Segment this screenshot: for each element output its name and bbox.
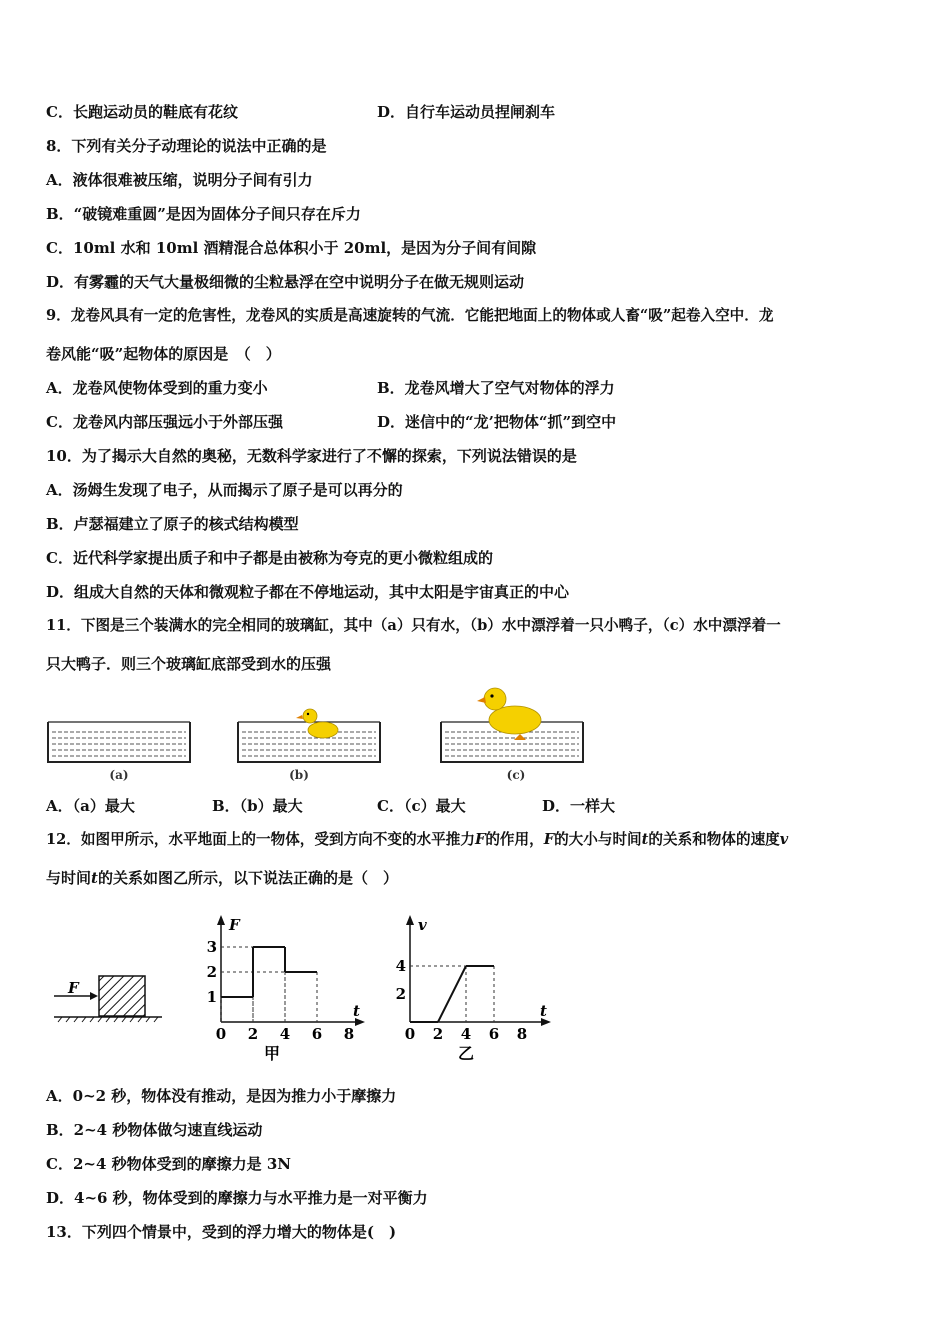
tank-a-label: (a) [109, 768, 129, 782]
q9-stem-line1: 9．龙卷风具有一定的危害性，龙卷风的实质是高速旋转的气流．它能把地面上的物体或人畜“吸”起卷入空中．龙 [46, 307, 774, 324]
q8-option-d: D．有雾霾的天气大量极细微的尘粒悬浮在空中说明分子在做无规则运动 [46, 273, 525, 291]
vt-segment-1 [438, 966, 466, 1022]
q11-option-d: D．一样大 [542, 797, 616, 815]
vt-x-tick-4: 8 [516, 1025, 528, 1043]
chart-vt-axes [410, 920, 546, 1022]
q12-option-d: D．4~6 秒，物体受到的摩擦力与水平推力是一对平衡力 [46, 1189, 428, 1207]
chart-ft-caption: 甲 [263, 1044, 281, 1063]
q8-option-b: B．“破镜难重圆”是因为固体分子间只存在斥力 [46, 205, 361, 223]
vt-y-tick-1: 4 [395, 957, 406, 975]
q7-option-c: C．长跑运动员的鞋底有花纹 [46, 103, 238, 121]
q12-var-v: v [779, 831, 789, 848]
vt-x-tick-1: 2 [432, 1025, 444, 1043]
q11-option-a: A．（a）最大 [46, 797, 135, 815]
ft-y-tick-0: 1 [206, 988, 217, 1006]
q11-figure-tanks [40, 682, 600, 786]
q11-option-b: B．（b）最大 [212, 797, 303, 815]
q12-option-a: A．0~2 秒，物体没有推动，是因为推力小于摩擦力 [46, 1087, 397, 1105]
tank-c [441, 688, 583, 782]
q10-option-c: C．近代科学家提出质子和中子都是由被称为夸克的更小微粒组成的 [46, 549, 493, 567]
q12-stem-line1 [46, 830, 788, 850]
q12-var-t2: t [91, 869, 98, 887]
q8-option-a: A．液体很难被压缩，说明分子间有引力 [46, 171, 313, 189]
q10-option-b: B．卢瑟福建立了原子的核式结构模型 [46, 515, 299, 533]
ft-x-tick-0: 0 [215, 1025, 227, 1043]
ft-x-tick-1: 2 [247, 1025, 259, 1043]
block [99, 976, 145, 1016]
chart-ft-xlabel: t [353, 1002, 360, 1020]
q12-var-f1: F [474, 831, 486, 848]
q9-option-a: A．龙卷风使物体受到的重力变小 [46, 379, 268, 397]
tank-b [238, 709, 380, 782]
q7-option-d: D．自行车运动员捏闸刹车 [377, 103, 556, 121]
ft-x-tick-2: 4 [279, 1025, 291, 1043]
q11-stem-line2: 只大鸭子．则三个玻璃缸底部受到水的压强 [46, 655, 332, 673]
q12-stem-part2: 的作用， [485, 831, 544, 848]
ft-y-tick-2: 3 [206, 938, 217, 956]
q12-stem-part4: 的关系和物体的速度 [648, 831, 780, 848]
chart-vt-xlabel: t [540, 1002, 547, 1020]
q12-stem-part6: 的关系如图乙所示，以下说法正确的是（ ） [97, 869, 398, 887]
q12-option-b: B．2~4 秒物体做匀速直线运动 [46, 1121, 263, 1139]
q12-block-figure [50, 960, 170, 1030]
ft-y-tick-1: 2 [206, 963, 217, 981]
q11-option-c: C．（c）最大 [377, 797, 466, 815]
vt-x-tick-3: 6 [488, 1025, 500, 1043]
q9-option-b: B．龙卷风增大了空气对物体的浮力 [377, 379, 615, 397]
q12-var-t1: t [641, 831, 649, 848]
q11-stem-line1: 11．下图是三个装满水的完全相同的玻璃缸，其中（a）只有水，（b）水中漂浮着一只小鸭子，（c）水中漂浮着一 [46, 617, 781, 634]
vt-y-tick-0: 2 [395, 985, 406, 1003]
q9-option-d: D．迷信中的“龙’把物体“抓”到空中 [377, 413, 617, 431]
chart-velocity-time [390, 912, 560, 1072]
chart-force-time [205, 912, 375, 1072]
chart-ft-ylabel: F [229, 916, 240, 934]
chart-vt-caption: 乙 [457, 1044, 475, 1063]
q10-stem: 10．为了揭示大自然的奥秘，无数科学家进行了不懈的探索，下列说法错误的是 [46, 447, 577, 465]
tank-b-label: (b) [289, 768, 309, 782]
q12-option-c: C．2~4 秒物体受到的摩擦力是 3N [46, 1155, 291, 1173]
tank-a [48, 722, 190, 782]
ft-x-tick-3: 6 [311, 1025, 323, 1043]
force-label: F [68, 979, 79, 997]
q13-stem: 13．下列四个情景中，受到的浮力增大的物体是( ) [46, 1223, 397, 1241]
tank-c-label: (c) [506, 768, 526, 782]
q12-var-f2: F [543, 831, 555, 848]
small-duck-icon [296, 709, 338, 738]
q9-stem-line2: 卷风能“吸”起物体的原因是 （ ） [46, 345, 281, 363]
q10-option-d: D．组成大自然的天体和微观粒子都在不停地运动，其中太阳是宇宙真正的中心 [46, 583, 570, 601]
vt-x-tick-2: 4 [460, 1025, 472, 1043]
q12-stem-part5: 与时间 [46, 869, 92, 887]
q12-stem-part1: 12．如图甲所示，水平地面上的一物体，受到方向不变的水平推力 [46, 831, 475, 848]
q9-option-c: C．龙卷风内部压强远小于外部压强 [46, 413, 283, 431]
ft-x-tick-4: 8 [343, 1025, 355, 1043]
q8-option-c: C．10ml 水和 10ml 酒精混合总体积小于 20ml，是因为分子间有间隙 [46, 239, 537, 257]
q8-stem: 8．下列有关分子动理论的说法中正确的是 [46, 137, 327, 155]
q12-stem-part3: 的大小与时间 [554, 831, 642, 848]
q12-stem-line2 [46, 868, 398, 888]
chart-vt-ylabel: v [418, 916, 427, 934]
q10-option-a: A．汤姆生发现了电子，从而揭示了原子是可以再分的 [46, 481, 403, 499]
vt-x-tick-0: 0 [404, 1025, 416, 1043]
